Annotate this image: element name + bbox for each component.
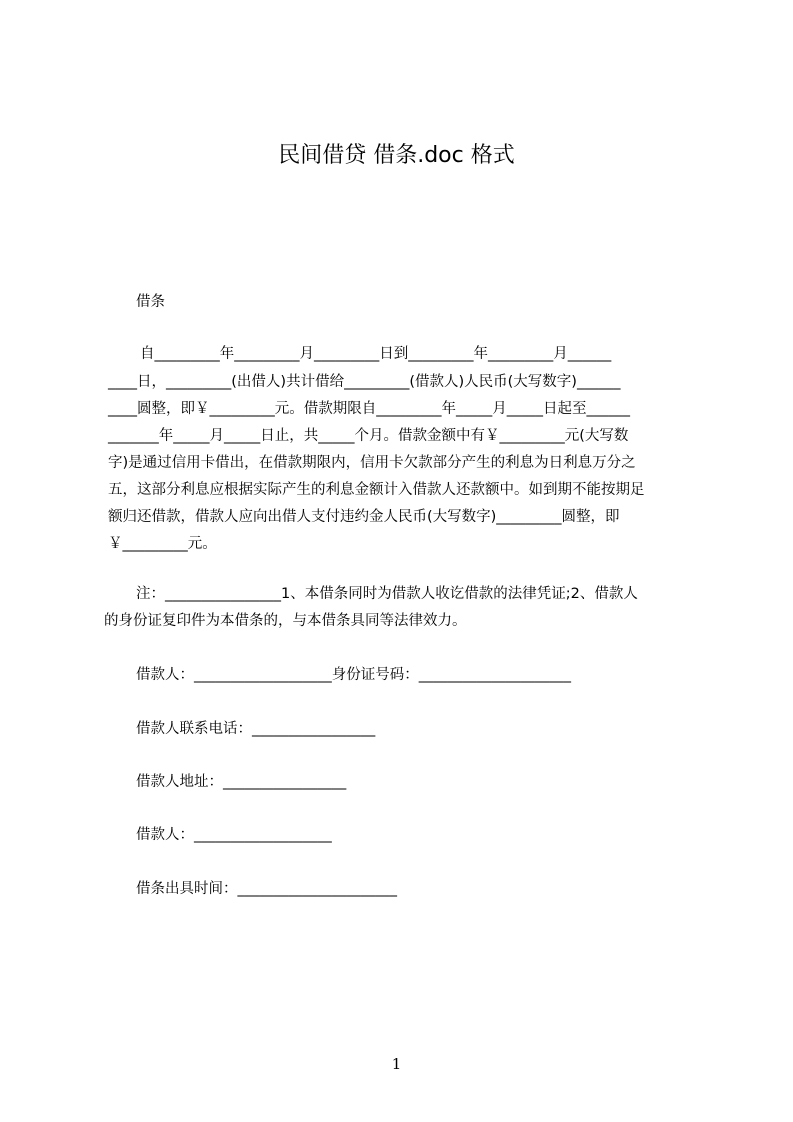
body-line-1: 自_________年_________月_________日到_________年_________月______	[140, 346, 612, 362]
document-title: 民间借贷 借条.doc 格式	[278, 143, 515, 168]
body-line-4: _______年_____月_____日止，共_____个月。借款金额中有￥_________元(大写数	[108, 428, 629, 444]
borrower-phone-field: 借款人联系电话：_________________	[136, 721, 376, 737]
body-line-2: ____日，_________(出借人)共计借给_________(借款人)人民币(大写数字)______	[108, 374, 621, 390]
borrower-sign-field: 借款人：___________________	[136, 827, 332, 843]
borrower-address-field: 借款人地址：_________________	[136, 774, 347, 790]
body-line-7: 额归还借款，借款人应向出借人支付违约金人民币(大写数字)_________圆整，即	[108, 509, 620, 525]
body-line-8: ￥_________元。	[108, 536, 217, 552]
body-line-5: 字)是通过信用卡借出，在借款期限内，信用卡欠款部分产生的利息为日利息万分之	[108, 455, 636, 471]
borrower-id-field: 借款人：___________________身份证号码：_____________________	[136, 667, 571, 683]
note-line-2: 的身份证复印件为本借条的，与本借条具同等法律效力。	[104, 613, 467, 629]
note-line-1: 注：________________1、本借条同时为借款人收讫借款的法律凭证;2、借款人	[136, 586, 638, 602]
document-heading: 借条	[136, 294, 165, 310]
issue-time-field: 借条出具时间：______________________	[136, 881, 397, 897]
body-line-6: 五，这部分利息应根据实际产生的利息金额计入借款人还款额中。如到期不能按期足	[108, 482, 645, 498]
page-number: 1	[391, 1055, 402, 1073]
body-line-3: ____圆整，即￥_________元。借款期限自_________年_____月_____日起至______	[108, 401, 630, 417]
